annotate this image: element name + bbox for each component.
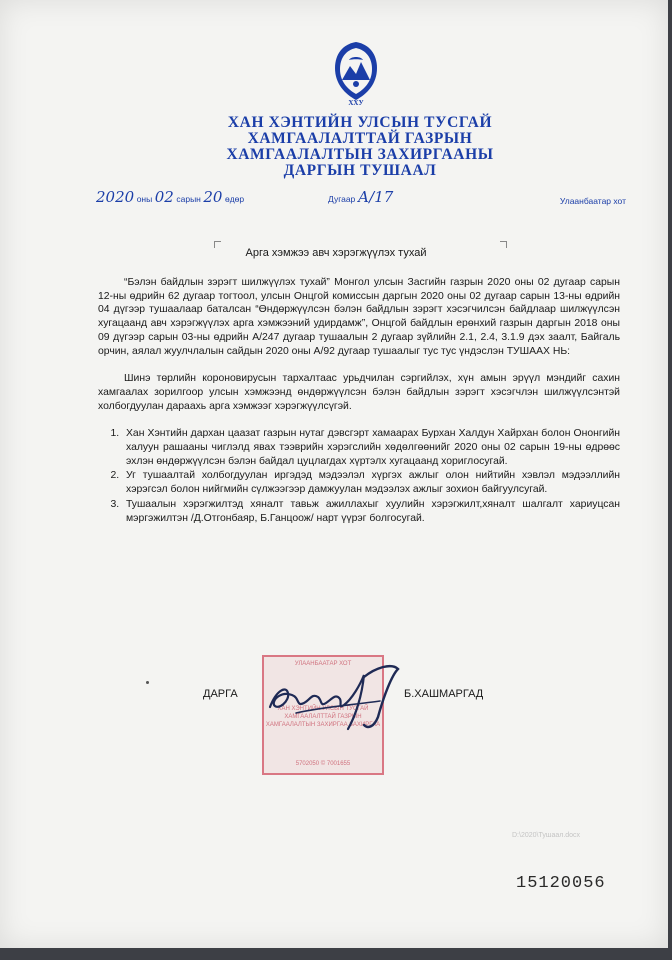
header-line: ХАН ХЭНТИЙН УЛСЫН ТУСГАЙ [227, 114, 493, 131]
date-day: 20 [203, 188, 223, 206]
signer-title: ДАРГА [203, 688, 238, 700]
stamp-bottom-text: 5702050 © 7001655 [295, 761, 351, 767]
registration-number: 15120056 [516, 874, 606, 893]
list-item: 2. Уг тушаалтай холбогдуулан иргэдэд мэдээлэл хүргэх ажлыг олон нийтийн хэвлэл мэдээллийн хэрэгсэл болон нийгмийн сүлжээгээр дамжуулан мэдээлэх ажлыг зохион байгуулсугай. [122, 469, 620, 496]
document-body [98, 276, 620, 526]
file-path: D:\2020\Тушаал.docx [512, 832, 581, 839]
day-label: өдөр [225, 194, 245, 204]
year-label: оны [136, 194, 153, 204]
header-line: ХАМГААЛАЛТТАЙ ГАЗРЫН [247, 130, 473, 147]
speck [146, 681, 149, 684]
document-date [96, 188, 244, 206]
dateline [96, 186, 626, 212]
emblem-icon [331, 40, 381, 106]
list-item: 1. Хан Хэнтийн дархан цаазат газрын нутаг дэвсгэрт хамаарах Бурхан Халдун Хайрхан болон Ононгийн халуун рашааны чиглэлд явах тээврийн хэрэгслийн хөдөлгөөнийг 2020 оны 02 сарын 19-ны өдрөөс эхлэн өндөржүүлсэн бэлэн байдал цуцлагдах хүртэлх хугацаанд хориглосугай. [122, 427, 620, 468]
signer-name: Б.ХАШМАРГАД [404, 688, 484, 700]
date-year: 2020 [96, 188, 135, 206]
month-label: сарын [176, 194, 201, 204]
stamp-top-text: УЛААНБААТАР ХОТ [294, 661, 352, 667]
signature-icon [252, 655, 412, 735]
number-label: Дугаар [328, 194, 356, 204]
document-header [200, 115, 520, 179]
number-value: А/17 [357, 188, 394, 206]
intro-paragraph: Шинэ төрлийн короновирусын тархалтаас урьдчилан сэргийлэх, хүн амын эрүүл мэндийг сахин хамгаалах зорилгоор улсын хэмжээнд өндөржүүлсэн бэлэн байдлын зэрэгт хэсэгчлэн шилжүүлсэнтэй холбогдуулан дараахь арга хэмжээг хэрэгжүүлсүгэй. [98, 373, 620, 412]
emblem-label: ХХУ [348, 99, 364, 106]
preamble-paragraph: “Бэлэн байдлын зэрэгт шилжүүлэх тухай” Монгол улсын Засгийн газрын 2020 оны 02 дугаар сарын 12-ны өдрийн 62 дугаар тогтоол, улсын Онцгой комиссын даргын 2020 оны 02 дугаар сарын 13-ны өдрийн 04 дүгээр тушаалаар баталсан “Өндөржүүлсэн бэлэн байдлын зэрэгт хэсэгчилсэн байдлаар шилжүүлсэн хугацаанд авч хэрэгжүүлэх арга хэмжээний удирдамж”, Онцгой байдлын ерөнхий газрын даргын 2018 оны 09 дүгээр сарын 03-ны өдрийн А/247 дугаар тушаалын 2 дугаар зүйлийн 2.1, 2.4, 3.1.9 дэх заалт, Байгаль орчин, аялал жуулчлалын сайдын 2020 оны А/92 дугаар тушаалыг тус тус үндэслэн ТУШААХ НЬ: [98, 277, 620, 357]
city: Улаанбаатар хот [559, 196, 626, 206]
document-subject: Арга хэмжээ авч хэрэгжүүлэх тухай [245, 247, 427, 259]
order-list [98, 427, 620, 525]
list-item: 3. Тушаалын хэрэгжилтэд хяналт тавьж ажиллахыг хуулийн хэрэгжилт,хяналт шалгалт хариуцсан мэргэжилтэн /Д.Отгонбаяр, Б.Ганцоож/ нарт үүрэг болгосугай. [122, 498, 620, 525]
document-number [328, 188, 393, 206]
header-line: ХАМГААЛАЛТЫН ЗАХИРГААНЫ [226, 146, 494, 163]
date-month: 02 [154, 188, 174, 206]
stamp-middle-text: ХАН ХЭНТИЙН УЛСЫН ТУСГАЙ ХАМГААЛАЛТТАЙ ГАЗРЫН ХАМГААЛАЛТЫН ЗАХИРГАА ЗАХИРГАА [265, 706, 381, 728]
header-line: ДАРГЫН ТУШААЛ [283, 162, 437, 179]
